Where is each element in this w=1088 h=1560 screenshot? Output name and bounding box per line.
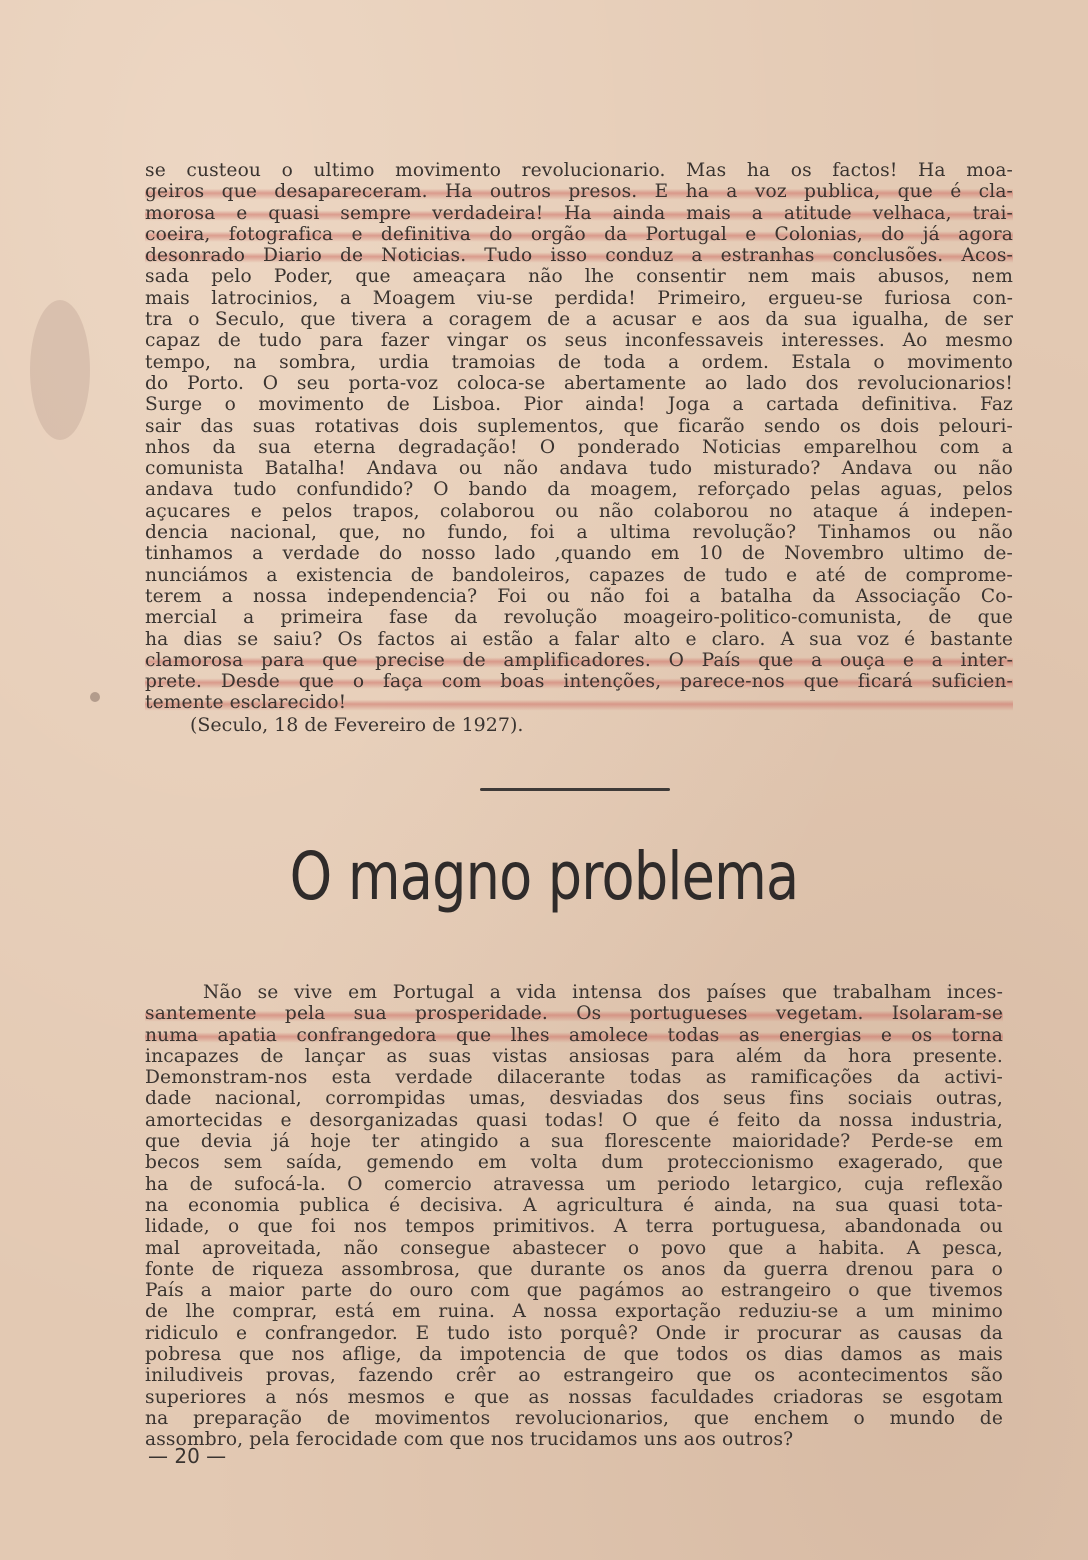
text-line: ha de sufocá-la. O comercio atravessa um periodo letargico, cuja reflexão <box>145 1173 1003 1195</box>
text-line: do Porto. O seu porta-voz coloca-se abertamente ao lado dos revolucionarios! <box>145 372 1013 394</box>
text-line: mais latrocinios, a Moagem viu-se perdida! Primeiro, ergueu-se furiosa con- <box>145 287 1013 309</box>
text-line: fonte de riqueza assombrosa, que durante os anos da guerra drenou para o <box>145 1258 1003 1280</box>
article-source: (Seculo, 18 de Fevereiro de 1927). <box>190 714 524 736</box>
paper-stain <box>90 692 100 702</box>
text-line: temente esclarecido! <box>145 692 1013 713</box>
text-line: andava tudo confundido? O bando da moagem, reforçado pelas aguas, pelos <box>145 479 1013 501</box>
text-line: terem a nossa independencia? Foi ou não foi a batalha da Associação Co- <box>145 585 1013 607</box>
section-divider <box>480 788 670 791</box>
text-line: na economia publica é decisiva. A agricultura é ainda, na sua quasi tota- <box>145 1194 1003 1216</box>
text-line: sair das suas rotativas dois suplementos, que ficarão sendo os dois pelouri- <box>145 415 1013 437</box>
text-line: assombro, pela ferocidade com que nos trucidamos uns aos outros? <box>145 1429 794 1451</box>
text-line: tinhamos a verdade do nosso lado ,quando em 10 de Novembro ultimo de- <box>145 543 1013 565</box>
text-line: Surge o movimento de Lisboa. Pior ainda! Joga a cartada definitiva. Faz <box>145 394 1013 416</box>
text-line: tra o Seculo, que tivera a coragem de a acusar e aos da sua igualha, de ser <box>145 309 1013 331</box>
article-body <box>145 982 1003 1451</box>
text-line: sada pelo Poder, que ameaçara não lhe consentir nem mais abusos, nem <box>145 266 1013 288</box>
text-line: capaz de tudo para fazer vingar os seus inconfessaveis interesses. Ao mesmo <box>145 330 1013 352</box>
text-line: Não se vive em Portugal a vida intensa dos países que trabalham inces- <box>203 982 1003 1003</box>
text-line: açucares e pelos trapos, colaborou ou não colaborou no ataque á indepen- <box>145 500 1013 522</box>
paper-stain <box>30 300 90 440</box>
text-line: incapazes de lançar as suas vistas ansiosas para além da hora presente. <box>145 1045 1003 1067</box>
text-line: nunciámos a existencia de bandoleiros, capazes de tudo e até de comprome- <box>145 564 1013 586</box>
text-line: ridiculo e confrangedor. E tudo isto porquê? Onde ir procurar as causas da <box>145 1322 1003 1344</box>
text-line: iniludiveis provas, fazendo crêr ao estrangeiro que os acontecimentos são <box>145 1365 1003 1387</box>
text-line: becos sem saída, gemendo em volta dum proteccionismo exagerado, que <box>145 1152 1003 1174</box>
text-line: mercial a primeira fase da revolução moageiro-politico-comunista, de que <box>145 607 1013 629</box>
text-line: prete. Desde que o faça com boas intenções, parece-nos que ficará suficien- <box>145 671 1013 693</box>
text-line: santemente pela sua prosperidade. Os portugueses vegetam. Isolaram-se <box>145 1003 1003 1025</box>
text-line: superiores a nós mesmos e que as nossas faculdades criadoras se esgotam <box>145 1386 1003 1408</box>
text-line: morosa e quasi sempre verdadeira! Ha ainda mais a atitude velhaca, trai- <box>145 202 1013 224</box>
article-title: O magno problema <box>289 838 799 915</box>
text-line: dencia nacional, que, no fundo, foi a ultima revolução? Tinhamos ou não <box>145 522 1013 544</box>
text-line: que devia já hoje ter atingido a sua florescente maioridade? Perde-se em <box>145 1131 1003 1153</box>
text-line: País a maior parte do ouro com que pagámos ao estrangeiro o que tivemos <box>145 1280 1003 1302</box>
text-line: coeira, fotografica e definitiva do orgão da Portugal e Colonias, do já agora <box>145 223 1013 245</box>
text-line: nhos da sua eterna degradação! O ponderado Noticias emparelhou com a <box>145 436 1013 458</box>
text-line: mal aproveitada, não consegue abastecer o povo que a habita. A pesca, <box>145 1237 1003 1259</box>
text-line: tempo, na sombra, urdia tramoias de toda a ordem. Estala o movimento <box>145 351 1013 373</box>
text-line: lidade, o que foi nos tempos primitivos. A terra portuguesa, abandonada ou <box>145 1216 1003 1238</box>
text-line: comunista Batalha! Andava ou não andava tudo misturado? Andava ou não <box>145 458 1013 480</box>
text-line: geiros que desapareceram. Ha outros presos. E ha a voz publica, que é cla- <box>145 181 1013 203</box>
text-line: Demonstram-nos esta verdade dilacerante todas as ramificações da activi- <box>145 1067 1003 1089</box>
page-number: — 20 — <box>148 1444 227 1468</box>
text-line: de lhe comprar, está em ruina. A nossa exportação reduziu-se a um minimo <box>145 1301 1003 1323</box>
text-line: clamorosa para que precise de amplificadores. O País que a ouça e a inter- <box>145 649 1013 671</box>
text-line: se custeou o ultimo movimento revolucionario. Mas ha os factos! Ha moa- <box>145 160 1013 181</box>
article-continuation <box>145 160 1013 714</box>
text-line: pobresa que nos aflige, da impotencia de que todos os dias damos as mais <box>145 1344 1003 1366</box>
text-line: na preparação de movimentos revolucionarios, que enchem o mundo de <box>145 1407 1003 1429</box>
text-line: desonrado Diario de Noticias. Tudo isso conduz a estranhas conclusões. Acos- <box>145 245 1013 267</box>
text-line: numa apatia confrangedora que lhes amolece todas as energias e os torna <box>145 1024 1003 1046</box>
text-line: ha dias se saiu? Os factos ai estão a falar alto e claro. A sua voz é bastante <box>145 628 1013 650</box>
text-line: dade nacional, corrompidas umas, desviadas dos seus fins sociais outras, <box>145 1088 1003 1110</box>
text-line: amortecidas e desorganizadas quasi todas! O que é feito da nossa industria, <box>145 1109 1003 1131</box>
